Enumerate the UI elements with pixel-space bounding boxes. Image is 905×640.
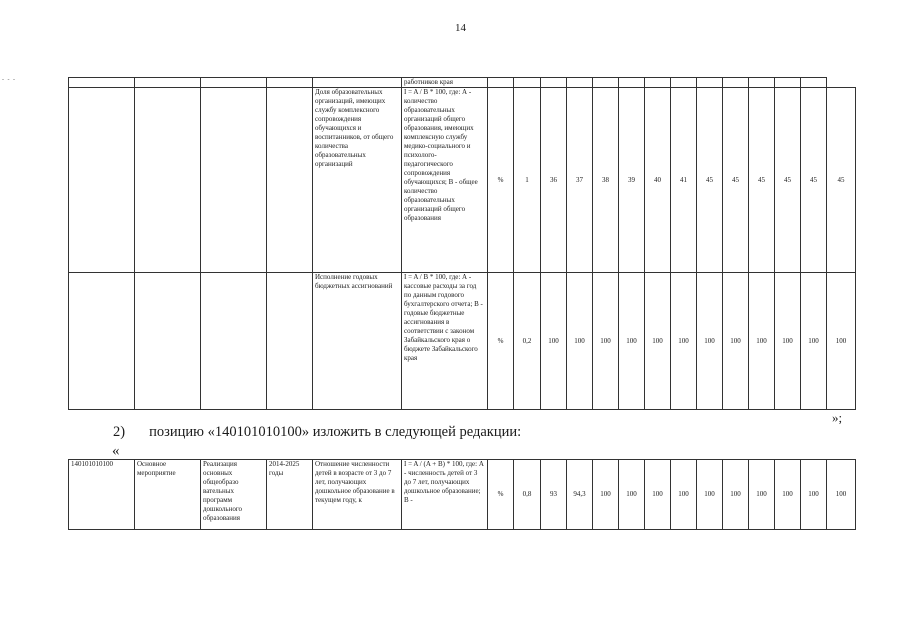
value-cell: 100 — [723, 273, 749, 410]
margin-mark: - - - — [2, 77, 16, 83]
formula-cell: I = A / B * 100, где: А - кассовые расходы за год по данным годового бухгалтерского отчета; В - годовые бюджетные ассигнования в соответствии с законом Забайкальского края о бюджете Забайкальского края — [402, 273, 488, 410]
type-cell: Основное мероприятие — [135, 460, 201, 530]
value-cell: 45 — [697, 88, 723, 273]
table-row — [69, 88, 856, 273]
value-cell: 100 — [619, 273, 645, 410]
value-cell: 100 — [567, 273, 593, 410]
paragraph-text: позицию «140101010100» изложить в следующей редакции: — [149, 424, 522, 440]
value-cell: 100 — [801, 273, 827, 410]
indicator-cell: Отношение численности детей в возрасте от 3 до 7 лет, получающих дошкольное образование в текущем году, к — [313, 460, 402, 530]
indicator-cell: Доля образовательных организаций, имеющих службу комплексного сопровождения обучающихся и воспитанников, от общего количества образовательных организаций — [313, 88, 402, 273]
value-cell: 100 — [827, 460, 856, 530]
amendment-paragraph — [113, 424, 521, 441]
value-cell: 45 — [749, 88, 775, 273]
value-cell: 100 — [645, 460, 671, 530]
unit-cell: % — [488, 460, 514, 530]
formula-cell: работников края — [402, 78, 488, 88]
closing-quote: »; — [832, 410, 843, 425]
formula-cell: I = A / B * 100, где: А - количество образовательных организаций общего образования, имеющих комплексную службу медико-социального и психолого-педагогического сопровождения обучающихся; В - общее количество образовательных организаций общего образования — [402, 88, 488, 273]
value-cell: 41 — [671, 88, 697, 273]
table-row — [69, 78, 856, 88]
indicator-cell: Исполнение годовых бюджетных ассигнований — [313, 273, 402, 410]
value-cell: 45 — [775, 88, 801, 273]
value-cell: 0,2 — [514, 273, 541, 410]
indicators-table-top — [68, 77, 856, 410]
paragraph-number: 2) — [113, 424, 126, 440]
value-cell: 45 — [801, 88, 827, 273]
value-cell: 45 — [827, 88, 856, 273]
years-cell: 2014-2025 годы — [267, 460, 313, 530]
value-cell: 0,8 — [514, 460, 541, 530]
value-cell: 1 — [514, 88, 541, 273]
value-cell: 45 — [723, 88, 749, 273]
code-cell: 140101010100 — [69, 460, 135, 530]
page-number: 14 — [455, 22, 466, 34]
value-cell: 36 — [541, 88, 567, 273]
formula-cell: I = A / (A + B) * 100, где: А - численность детей от 3 до 7 лет, получающих дошкольное образование; В - — [402, 460, 488, 530]
value-cell: 100 — [593, 460, 619, 530]
name-cell: Реализация основных общеобразо вательных программ дошкольного образования — [201, 460, 267, 530]
value-cell: 100 — [593, 273, 619, 410]
value-cell: 93 — [541, 460, 567, 530]
value-cell: 37 — [567, 88, 593, 273]
value-cell: 100 — [749, 273, 775, 410]
value-cell: 39 — [619, 88, 645, 273]
value-cell: 100 — [775, 273, 801, 410]
value-cell: 94,3 — [567, 460, 593, 530]
value-cell: 100 — [697, 460, 723, 530]
value-cell: 100 — [723, 460, 749, 530]
table-row — [69, 460, 856, 530]
value-cell: 38 — [593, 88, 619, 273]
value-cell: 100 — [645, 273, 671, 410]
value-cell: 100 — [671, 460, 697, 530]
value-cell: 100 — [541, 273, 567, 410]
value-cell: 100 — [671, 273, 697, 410]
value-cell: 100 — [827, 273, 856, 410]
value-cell: 100 — [775, 460, 801, 530]
value-cell: 100 — [801, 460, 827, 530]
value-cell: 100 — [749, 460, 775, 530]
unit-cell: % — [488, 88, 514, 273]
value-cell: 100 — [697, 273, 723, 410]
value-cell: 40 — [645, 88, 671, 273]
indicators-table-bottom — [68, 459, 856, 530]
opening-quote: « — [112, 443, 120, 459]
value-cell: 100 — [619, 460, 645, 530]
unit-cell: % — [488, 273, 514, 410]
table-row — [69, 273, 856, 410]
